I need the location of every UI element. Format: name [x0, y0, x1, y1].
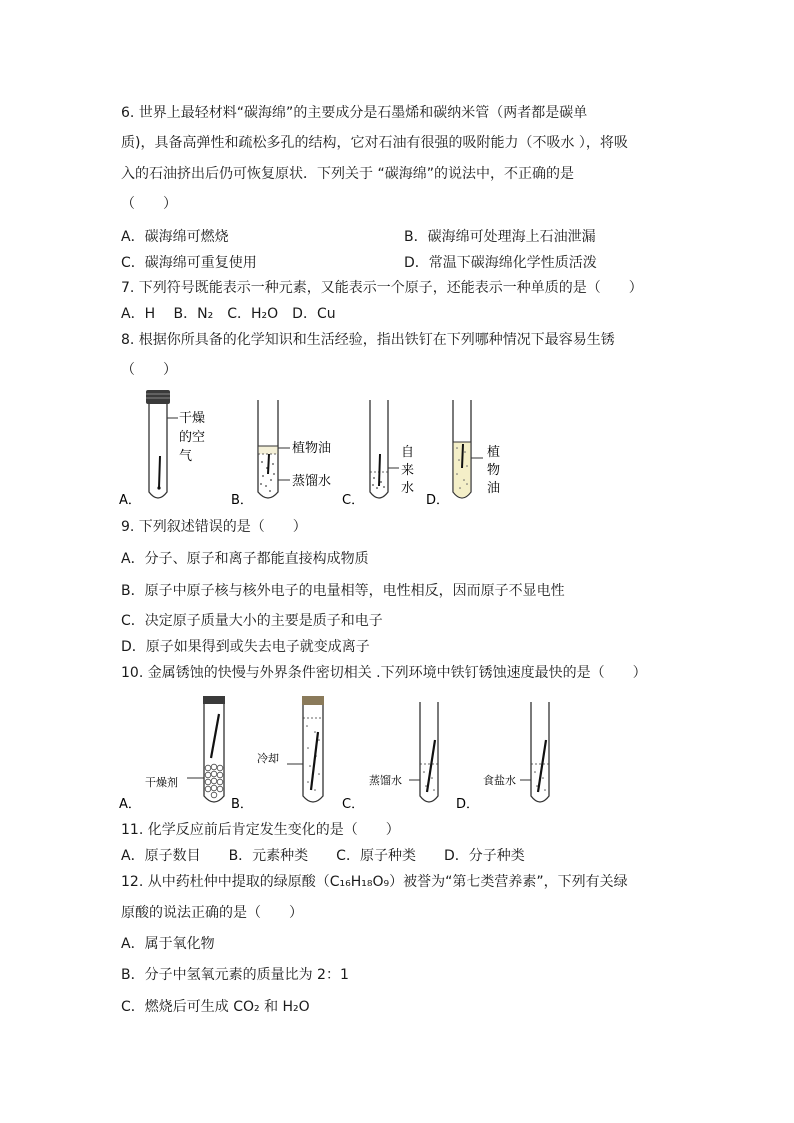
q8-label-tap-3: 水 [401, 481, 415, 496]
q8-label-oil: 植物油 [292, 441, 332, 456]
q10-label-b: B． [231, 797, 253, 812]
q8-label-dry-air-3: 气 [179, 449, 193, 464]
q7-stem: 7. 下列符号既能表示一种元素，又能表示一个原子，还能表示一种单质的是（ ） [121, 280, 643, 296]
q10-label-a: A． [119, 797, 141, 812]
q6-option-d: D．常温下碳海绵化学性质活泼 [404, 255, 597, 271]
q12-stem-line1: 12. 从中药杜仲中提取的绿原酸（C₁₆H₁₈O₉）被誉为“第七类营养素”，下列有关绿 [121, 874, 628, 890]
q6-stem-line1: 6. 世界上最轻材料“碳海绵”的主要成分是石墨烯和碳纳米管（两者都是碳单 [121, 105, 588, 121]
q8-tube-b [258, 400, 290, 498]
q8-test-tubes-figure [115, 388, 515, 508]
q8-label-dry-air-2: 的空 [179, 430, 206, 445]
q10-label-d: D． [456, 797, 480, 812]
q9-option-c: C．决定原子质量大小的主要是质子和电子 [121, 613, 383, 629]
q10-test-tubes-figure [115, 692, 565, 814]
q8-tube-a [146, 390, 178, 498]
q10-tube-c [409, 702, 438, 802]
q12-option-a: A．属于氧化物 [121, 936, 215, 952]
q8-label-tap-1: 自 [401, 445, 415, 460]
q8-label-c: C． [342, 493, 365, 508]
q6-stem-line2: 质)，具备高弹性和疏松多孔的结构，它对石油有很强的吸附能力（不吸水 ），将吸 [121, 135, 628, 151]
q8-label-b: B． [231, 493, 253, 508]
q9-option-d: D．原子如果得到或失去电子就变成离子 [121, 639, 370, 655]
q12-stem-line2: 原酸的说法正确的是（ ） [121, 905, 303, 921]
q6-stem-line3: 入的石油挤出后仍可恢复原状．下列关于 “碳海绵”的说法中，不正确的是 [121, 166, 574, 182]
q9-option-b: B．原子中原子核与核外电子的电量相等，电性相反，因而原子不显电性 [121, 583, 565, 599]
q11-options: A．原子数目 B．元素种类 C．原子种类 D．分子种类 [121, 848, 525, 864]
q8-label-veg-2: 物 [487, 463, 501, 478]
q6-answer-bracket: （ ） [121, 196, 177, 212]
q10-tube-a [187, 696, 225, 802]
q12-option-b: B．分子中氢氧元素的质量比为 2：1 [121, 967, 349, 983]
q8-label-veg-3: 油 [487, 481, 501, 496]
q9-option-a: A．分子、原子和离子都能直接构成物质 [121, 551, 369, 567]
q8-label-distilled-water: 蒸馏水 [292, 474, 332, 489]
q6-option-c: C．碳海绵可重复使用 [121, 255, 257, 271]
q6-option-b: B．碳海绵可处理海上石油泄漏 [404, 229, 596, 245]
q7-options: A．H B．N₂ C．H₂O D．Cu [121, 306, 336, 322]
q8-label-tap-2: 来 [401, 463, 415, 478]
q8-label-dry-air-1: 干燥 [179, 411, 206, 426]
q8-answer-bracket: （ ） [121, 362, 177, 378]
q10-tube-b [287, 696, 324, 802]
q8-label-d: D． [426, 493, 450, 508]
q10-label-distilled-water: 蒸馏水 [369, 774, 402, 787]
q8-stem: 8. 根据你所具备的化学知识和生活经验，指出铁钉在下列哪种情况下最容易生锈 [121, 332, 615, 348]
q12-option-c: C．燃烧后可生成 CO₂ 和 H₂O [121, 999, 310, 1015]
q10-label-cooled: 冷却 [257, 752, 279, 765]
q10-label-salt-water: 食盐水 [483, 774, 516, 787]
q10-tube-d [520, 702, 549, 802]
q8-tube-d [453, 400, 483, 498]
q8-label-a: A． [119, 493, 141, 508]
q6-option-a: A．碳海绵可燃烧 [121, 229, 229, 245]
q8-tube-c [370, 400, 399, 498]
q9-stem: 9. 下列叙述错误的是（ ） [121, 519, 307, 535]
q10-stem: 10. 金属锈蚀的快慢与外界条件密切相关 .下列环境中铁钉锈蚀速度最快的是（ ） [121, 665, 647, 681]
q8-label-veg-1: 植 [487, 445, 501, 460]
q10-label-c: C． [342, 797, 365, 812]
q11-stem: 11. 化学反应前后肯定发生变化的是（ ） [121, 822, 400, 838]
q10-label-desiccant: 干燥剂 [145, 776, 178, 789]
